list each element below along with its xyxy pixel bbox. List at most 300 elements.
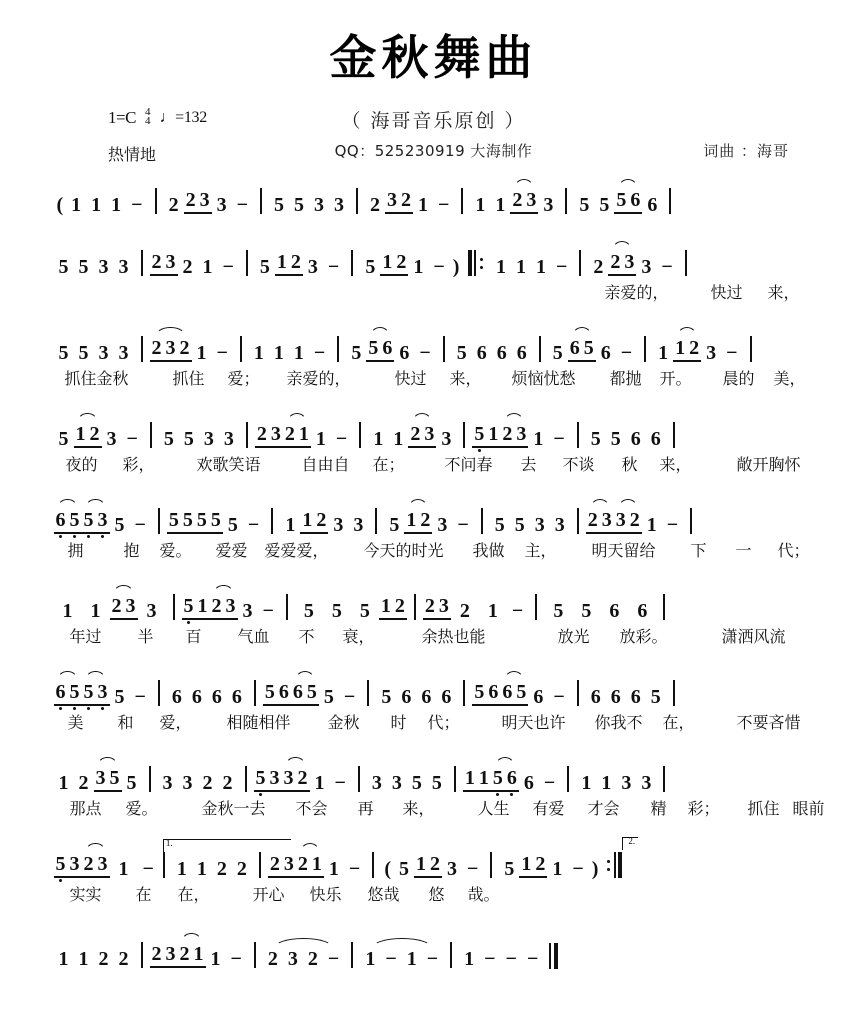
beam-group bbox=[182, 595, 210, 620]
note: 5 bbox=[259, 256, 270, 278]
beam-group-slur bbox=[178, 943, 206, 968]
note: 3 bbox=[424, 423, 435, 445]
music-system-6 bbox=[54, 578, 814, 658]
measure bbox=[463, 767, 560, 794]
measure bbox=[548, 337, 637, 364]
note: 6 bbox=[630, 189, 641, 211]
note: 3 bbox=[534, 514, 545, 536]
lyric-syllable: 余热也能 bbox=[421, 627, 486, 646]
note: 3 bbox=[106, 428, 117, 450]
note: 5 bbox=[78, 342, 89, 364]
lyric-syllable: 主， bbox=[524, 541, 557, 560]
hold-dash: − bbox=[620, 342, 633, 364]
note: 1 bbox=[311, 853, 322, 875]
note: 2 bbox=[410, 423, 421, 445]
note: 1 bbox=[646, 514, 657, 536]
time-signature-denominator: 4 bbox=[144, 115, 151, 127]
lyric-syllable: 自由自 bbox=[301, 455, 350, 474]
note: 3 bbox=[543, 194, 554, 216]
beam-group-slur bbox=[82, 681, 110, 706]
note: 1 bbox=[193, 943, 204, 965]
beam-group-slur bbox=[54, 681, 82, 706]
beam-group bbox=[150, 943, 178, 968]
lyric-syllable: 相随相伴 bbox=[226, 713, 291, 732]
lyric-syllable: 金秋一去 bbox=[201, 799, 266, 818]
notes-row-2 bbox=[54, 234, 814, 278]
lyric-syllable: 爱。 bbox=[159, 541, 192, 560]
note: 5 bbox=[58, 342, 69, 364]
beam-group-slur bbox=[283, 423, 311, 448]
barline bbox=[463, 680, 465, 706]
note: 1 bbox=[253, 342, 264, 364]
page-title: 金秋舞曲 bbox=[329, 31, 538, 86]
note: 2 bbox=[297, 853, 308, 875]
lyric-syllable: 美 bbox=[67, 713, 84, 732]
lyric-syllable: 开心 bbox=[252, 885, 285, 904]
beam-group-slur bbox=[491, 767, 519, 792]
note: 5 bbox=[114, 686, 125, 708]
lyric-syllable: 拥 bbox=[67, 541, 84, 560]
note: 1 bbox=[675, 337, 686, 359]
note: 3 bbox=[270, 423, 281, 445]
note: 3 bbox=[125, 595, 136, 617]
note: 3 bbox=[146, 600, 157, 622]
note: 5 bbox=[583, 337, 594, 359]
measure bbox=[54, 342, 134, 364]
note-low-octave: 5 bbox=[83, 509, 94, 531]
beam-group-slur bbox=[282, 767, 310, 792]
hold-dash: − bbox=[142, 858, 154, 880]
note: 1 bbox=[314, 772, 325, 794]
measure bbox=[365, 189, 454, 216]
note: 5 bbox=[168, 509, 179, 531]
lyric-syllable: 欢歌笑语 bbox=[196, 455, 261, 474]
note: 3 bbox=[165, 337, 176, 359]
beam-group bbox=[463, 767, 491, 792]
barline bbox=[577, 508, 579, 534]
note: 3 bbox=[165, 251, 176, 273]
note: 6 bbox=[476, 342, 487, 364]
note: 6 bbox=[533, 686, 544, 708]
beam-group bbox=[379, 595, 407, 620]
barline bbox=[673, 680, 675, 706]
notes-row-8 bbox=[54, 750, 814, 794]
note-low-octave: 3 bbox=[97, 509, 108, 531]
note: 5 bbox=[579, 194, 590, 216]
notes-row-5 bbox=[54, 492, 814, 536]
note-low-octave: 5 bbox=[69, 509, 80, 531]
beam-group-slur bbox=[586, 509, 614, 534]
note: 5 bbox=[650, 686, 661, 708]
note: 3 bbox=[283, 767, 294, 789]
hold-dash: − bbox=[335, 428, 348, 450]
lyric-syllable: 一 bbox=[735, 541, 752, 560]
note: 5 bbox=[553, 600, 564, 622]
note: 1 bbox=[478, 767, 489, 789]
beam-group-slur bbox=[500, 423, 528, 448]
lyric-syllable: 代； bbox=[777, 541, 810, 560]
note: 3 bbox=[118, 256, 129, 278]
lyric-syllable: 在， bbox=[662, 713, 695, 732]
beam-group bbox=[195, 509, 223, 534]
note: 2 bbox=[267, 948, 278, 970]
note: 5 bbox=[196, 509, 207, 531]
lyric-syllable: 在 bbox=[135, 885, 152, 904]
barline bbox=[158, 680, 160, 706]
measure bbox=[452, 342, 532, 364]
measure bbox=[586, 686, 666, 708]
lyric-syllable: 下 bbox=[690, 541, 707, 560]
barline bbox=[286, 594, 288, 620]
note: 2 bbox=[587, 509, 598, 531]
phrase-open-paren: ( bbox=[384, 858, 391, 880]
lyrics-row-2 bbox=[54, 364, 814, 400]
music-system-2 bbox=[54, 234, 814, 314]
note: 2 bbox=[202, 772, 213, 794]
hold-dash: − bbox=[553, 428, 565, 450]
note: 3 bbox=[98, 256, 109, 278]
measure bbox=[150, 251, 239, 278]
hold-dash: − bbox=[134, 686, 146, 708]
barline bbox=[663, 766, 665, 792]
phrase-close-paren: ) bbox=[591, 858, 599, 880]
notes-row-9 bbox=[54, 836, 814, 880]
beam-group bbox=[519, 853, 547, 878]
beam-group bbox=[184, 189, 212, 214]
measure bbox=[499, 853, 601, 880]
note: 2 bbox=[284, 423, 295, 445]
note: 3 bbox=[386, 189, 397, 211]
note: 6 bbox=[600, 342, 611, 364]
note: 5 bbox=[183, 428, 194, 450]
lyric-syllable: 悠哉 bbox=[367, 885, 400, 904]
note: 2 bbox=[179, 337, 190, 359]
hold-dash: − bbox=[511, 600, 524, 622]
barline bbox=[240, 336, 242, 362]
note: 1 bbox=[393, 428, 404, 450]
notes-row-4 bbox=[54, 406, 814, 450]
hold-dash: − bbox=[334, 772, 346, 794]
lyric-syllable: 爱， bbox=[159, 713, 192, 732]
measure bbox=[66, 194, 147, 216]
note: 3 bbox=[333, 194, 344, 216]
note: 5 bbox=[126, 772, 137, 794]
note: 3 bbox=[441, 428, 452, 450]
note: 1 bbox=[91, 194, 102, 216]
lyric-syllable: 衰， bbox=[342, 627, 375, 646]
note: 1 bbox=[413, 256, 424, 278]
note: 6 bbox=[488, 681, 499, 703]
note: 5 bbox=[504, 858, 515, 880]
hold-dash: − bbox=[419, 342, 431, 364]
note: 1 bbox=[380, 595, 391, 617]
measure bbox=[159, 428, 239, 450]
note: 3 bbox=[118, 342, 129, 364]
volta-bracket-1 bbox=[163, 838, 252, 880]
note: 5 bbox=[58, 428, 69, 450]
beam-group bbox=[255, 423, 283, 448]
note: 6 bbox=[630, 428, 641, 450]
measure bbox=[459, 948, 543, 970]
note: 1 bbox=[406, 948, 417, 970]
lyrics-row-8 bbox=[54, 880, 814, 916]
barline bbox=[490, 852, 492, 878]
hold-dash: − bbox=[484, 948, 496, 970]
note: 1 bbox=[373, 428, 384, 450]
note: 6 bbox=[191, 686, 202, 708]
measure bbox=[150, 337, 233, 364]
note: 2 bbox=[118, 948, 129, 970]
note: 3 bbox=[283, 853, 294, 875]
note: 1 bbox=[276, 251, 287, 273]
barline bbox=[450, 942, 452, 968]
note: 5 bbox=[227, 514, 238, 536]
note: 1 bbox=[202, 256, 213, 278]
note: 5 bbox=[516, 681, 527, 703]
measure bbox=[54, 681, 151, 708]
lyric-syllable: 爱。 bbox=[125, 799, 158, 818]
note: 5 bbox=[581, 600, 592, 622]
note: 3 bbox=[391, 772, 402, 794]
final-barline bbox=[549, 943, 558, 969]
measure bbox=[491, 256, 572, 278]
hold-dash: − bbox=[505, 948, 517, 970]
music-system-3 bbox=[54, 320, 814, 400]
hold-dash: − bbox=[327, 948, 340, 970]
note: 2 bbox=[185, 189, 196, 211]
barline bbox=[173, 594, 175, 620]
measure bbox=[295, 595, 407, 622]
barline bbox=[644, 336, 646, 362]
measure bbox=[588, 251, 677, 278]
key-signature: 1=C bbox=[108, 108, 136, 127]
note-low-octave: 5 bbox=[69, 681, 80, 703]
music-body bbox=[0, 172, 867, 970]
barline bbox=[163, 852, 165, 878]
beam-group bbox=[300, 509, 328, 534]
note: 6 bbox=[590, 686, 601, 708]
barline bbox=[149, 766, 151, 792]
measure bbox=[280, 509, 368, 536]
lyric-syllable: 来， bbox=[659, 455, 692, 474]
note: 6 bbox=[421, 686, 432, 708]
lyric-syllable: 彩； bbox=[687, 799, 720, 818]
beam-group bbox=[275, 251, 303, 276]
measure bbox=[367, 772, 447, 794]
barline bbox=[567, 766, 569, 792]
note: 1 bbox=[315, 428, 326, 450]
note: 2 bbox=[689, 337, 700, 359]
beam-group-slur bbox=[296, 853, 324, 878]
note: 5 bbox=[431, 772, 442, 794]
note: 2 bbox=[459, 600, 470, 622]
note: 3 bbox=[621, 772, 632, 794]
beam-group-slur bbox=[614, 509, 642, 534]
beam-group bbox=[423, 595, 451, 620]
measure bbox=[172, 858, 252, 880]
note: 3 bbox=[437, 514, 448, 536]
hold-dash: − bbox=[666, 514, 679, 536]
lyric-syllable: 不谈 bbox=[562, 455, 595, 474]
measure bbox=[54, 595, 166, 622]
note: 2 bbox=[316, 509, 327, 531]
note: 6 bbox=[609, 600, 620, 622]
note: 5 bbox=[368, 337, 379, 359]
hold-dash: − bbox=[426, 948, 439, 970]
note: 3 bbox=[353, 514, 364, 536]
tempo-marking: ♩=132 bbox=[159, 109, 207, 126]
lyric-syllable: 不 bbox=[298, 627, 315, 646]
note: 1 bbox=[488, 423, 499, 445]
hold-dash: − bbox=[437, 194, 450, 216]
lyric-syllable: 放彩。 bbox=[619, 627, 668, 646]
hold-dash: − bbox=[457, 514, 469, 536]
lyric-syllable: 晨的 bbox=[722, 369, 755, 388]
barline bbox=[141, 250, 143, 276]
time-signature-numerator: 4 bbox=[144, 105, 151, 118]
beam-group-slur bbox=[74, 423, 102, 448]
lyric-syllable: 今天的时光 bbox=[363, 541, 444, 560]
beam-group bbox=[380, 251, 408, 276]
note: 5 bbox=[182, 509, 193, 531]
note: 5 bbox=[552, 342, 563, 364]
hold-dash: − bbox=[247, 514, 260, 536]
note: 1 bbox=[210, 948, 221, 970]
lyric-syllable: 快过 bbox=[710, 283, 743, 302]
lyric-syllable: 放光 bbox=[557, 627, 590, 646]
note: 6 bbox=[637, 600, 648, 622]
hold-dash: − bbox=[236, 194, 248, 216]
beam-group-slur bbox=[673, 337, 701, 362]
note: 3 bbox=[162, 772, 173, 794]
note-low-octave: 5 bbox=[183, 595, 194, 617]
note: 2 bbox=[535, 853, 546, 875]
note: 2 bbox=[151, 943, 162, 965]
note: 6 bbox=[569, 337, 580, 359]
barline bbox=[246, 422, 248, 448]
beam-group bbox=[263, 681, 291, 706]
phrase-close-paren: ) bbox=[452, 256, 460, 278]
note: 1 bbox=[417, 194, 428, 216]
hold-dash: − bbox=[385, 948, 397, 970]
lyric-syllable: 都抛 bbox=[609, 369, 642, 388]
lyric-syllable: 和 bbox=[117, 713, 134, 732]
measure bbox=[653, 337, 742, 364]
note: 5 bbox=[616, 189, 627, 211]
measure bbox=[54, 853, 159, 880]
barline bbox=[535, 594, 537, 620]
measure bbox=[54, 256, 134, 278]
note: 5 bbox=[331, 600, 342, 622]
note: 2 bbox=[151, 251, 162, 273]
music-system-7 bbox=[54, 664, 814, 744]
measure bbox=[470, 189, 558, 216]
notes-row-10 bbox=[54, 926, 814, 970]
lyric-syllable: 来， bbox=[402, 799, 435, 818]
note: 3 bbox=[516, 423, 527, 445]
barline bbox=[461, 188, 463, 214]
hold-dash: − bbox=[466, 858, 479, 880]
beam-group bbox=[268, 853, 296, 878]
note: 5 bbox=[58, 256, 69, 278]
note: 6 bbox=[231, 686, 242, 708]
volta-1-number: 1. bbox=[165, 838, 173, 848]
music-system-1 bbox=[54, 172, 814, 216]
beam-group bbox=[414, 853, 442, 878]
note: 3 bbox=[182, 772, 193, 794]
note: 3 bbox=[371, 772, 382, 794]
measure bbox=[182, 595, 279, 622]
lyric-syllable: 在； bbox=[372, 455, 405, 474]
beam-group bbox=[54, 853, 82, 878]
barline bbox=[454, 766, 456, 792]
music-system-9 bbox=[54, 836, 814, 916]
lyrics-row-5 bbox=[54, 622, 814, 658]
note: 1 bbox=[111, 194, 122, 216]
lyric-syllable: 敞开胸怀 bbox=[736, 455, 801, 474]
note: 5 bbox=[109, 767, 120, 789]
note: 2 bbox=[111, 595, 122, 617]
barline bbox=[673, 422, 675, 448]
credit-author: 词曲 ：海哥 bbox=[703, 142, 789, 160]
lyric-syllable: 哉。 bbox=[467, 885, 500, 904]
barline bbox=[254, 942, 256, 968]
measure bbox=[360, 948, 443, 970]
note-low-octave: 5 bbox=[55, 853, 66, 875]
note: 1 bbox=[196, 342, 207, 364]
beam-group-slur bbox=[82, 853, 110, 878]
hold-dash: − bbox=[572, 858, 584, 880]
note: 1 bbox=[75, 423, 86, 445]
note: 2 bbox=[236, 858, 247, 880]
measure bbox=[586, 428, 666, 450]
beam-group-slur bbox=[94, 767, 122, 792]
note: 1 bbox=[464, 948, 475, 970]
note-low-octave: 3 bbox=[97, 681, 108, 703]
lyric-syllable: 半 bbox=[137, 627, 154, 646]
note: 5 bbox=[323, 686, 334, 708]
lyric-syllable: 爱； bbox=[227, 369, 260, 388]
measure bbox=[269, 194, 349, 216]
music-system-4 bbox=[54, 406, 814, 486]
barline bbox=[271, 508, 273, 534]
note: 2 bbox=[424, 595, 435, 617]
note: 1 bbox=[601, 772, 612, 794]
expression-marking: 热情地 bbox=[108, 145, 157, 164]
beam-group-slur bbox=[110, 595, 138, 620]
barline bbox=[367, 680, 369, 706]
note: 6 bbox=[278, 681, 289, 703]
note: 5 bbox=[163, 428, 174, 450]
volta-2-number: 2. bbox=[628, 836, 636, 846]
hold-dash: − bbox=[262, 600, 274, 622]
note: 3 bbox=[199, 189, 210, 211]
measure bbox=[255, 251, 344, 278]
beam-group-slur bbox=[608, 251, 636, 276]
note: 1 bbox=[293, 342, 304, 364]
note: 2 bbox=[593, 256, 604, 278]
lyric-syllable: 快乐 bbox=[309, 885, 342, 904]
note: 5 bbox=[398, 858, 409, 880]
lyric-syllable: 气血 bbox=[237, 627, 270, 646]
note: 2 bbox=[182, 256, 193, 278]
note: 5 bbox=[389, 514, 400, 536]
measure bbox=[150, 943, 247, 970]
barline bbox=[579, 250, 581, 276]
beam-group-slur bbox=[404, 509, 432, 534]
lyrics-row-4 bbox=[54, 536, 814, 572]
hold-dash: − bbox=[543, 772, 556, 794]
